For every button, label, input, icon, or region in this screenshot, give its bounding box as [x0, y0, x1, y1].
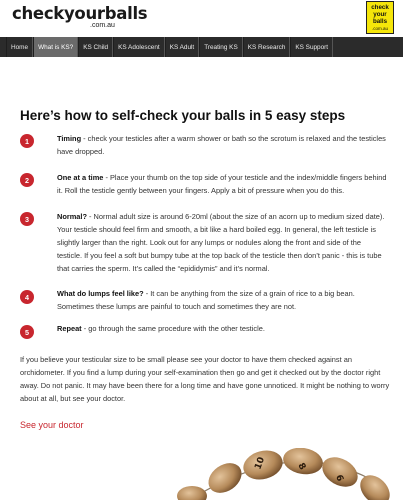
bead-shape	[177, 486, 207, 500]
step-heading: Repeat	[57, 324, 82, 333]
step-5-text	[57, 322, 387, 335]
main-nav	[0, 37, 403, 57]
step-body: - Normal adult size is around 6-20ml (about the size of an acorn up to medium sized date). Your testicle should feel firm and smooth, a bit like a hard boiled egg. In general, the left testicle is slightly larger than the right. Look out for any lumps or nodules along the front and side of the testicle. If you feel a soft but bumpy tube at the top back of the testicle then don’t panic - this is tube that carries the sperm. It’s called the “epididymis” and it’s normal.	[57, 212, 385, 274]
nav-item-ks-adult[interactable]: KS Adult	[165, 37, 200, 57]
step-heading: What do lumps feel like?	[57, 289, 144, 298]
advice-paragraph: If you believe your testicular size to be small please see your doctor to have them checked against an orchidometer. If you find a lump during your self-examination then go and get it checked out by the doctor right away. Do not panic. It may have been there for a long time and have gone unnoticed. It might be nothing to worry about at all, but see your doctor.	[20, 355, 390, 404]
page-title: Here’s how to self-check your balls in 5 easy steps	[20, 108, 346, 123]
nav-item-ks-adolescent[interactable]: KS Adolescent	[113, 37, 165, 57]
badge-line-2: your	[373, 10, 387, 18]
nav-item-what-is-ks[interactable]: What is KS?	[33, 37, 78, 57]
bead-label: 10	[253, 455, 268, 472]
nav-item-treating-ks[interactable]: Treating KS	[199, 37, 243, 57]
step-body: - It can be anything from the size of a grain of rice to a big bean. Sometimes these lumps are painful to touch and sometimes they are not.	[57, 289, 355, 312]
step-4-text	[57, 287, 387, 313]
logo-badge-icon[interactable]	[366, 1, 394, 34]
step-number-badge: 1	[20, 134, 34, 148]
step-heading: One at a time	[57, 173, 104, 182]
step-3-text	[57, 210, 387, 275]
see-your-doctor-link[interactable]: See your doctor	[20, 420, 84, 430]
step-1-text	[57, 132, 387, 158]
step-body: - Place your thumb on the top side of your testicle and the index/middle fingers behind it. Roll the testicle gently between your fingers. Apply a bit of pressure when you do this.	[57, 173, 387, 196]
site-logo-domain: .com.au	[90, 22, 115, 29]
site-logo-text[interactable]: checkyourballs	[12, 4, 148, 23]
badge-line-3: balls	[372, 17, 388, 25]
bead-shape	[203, 457, 247, 499]
step-number-badge: 5	[20, 325, 34, 339]
site-header	[0, 0, 403, 37]
nav-item-ks-child[interactable]: KS Child	[78, 37, 113, 57]
bead-label: 6	[333, 473, 345, 483]
step-heading: Normal?	[57, 212, 87, 221]
step-number-badge: 4	[20, 290, 34, 304]
step-2-text	[57, 171, 387, 197]
nav-item-home[interactable]: Home	[6, 37, 33, 57]
step-number-badge: 2	[20, 173, 34, 187]
nav-item-ks-research[interactable]: KS Research	[243, 37, 291, 57]
bead-shape	[317, 451, 363, 493]
bead-label: 8	[295, 461, 308, 472]
orchidometer-image	[170, 448, 403, 500]
step-body: - check your testicles after a warm shower or bath so the scrotum is relaxed and the testicles have dropped.	[57, 134, 386, 157]
badge-line-1: check	[371, 3, 389, 11]
step-number-badge: 3	[20, 212, 34, 226]
step-heading: Timing	[57, 134, 82, 143]
nav-item-ks-support[interactable]: KS Support	[290, 37, 333, 57]
step-body: - go through the same procedure with the other testicle.	[81, 324, 265, 333]
badge-line-4: .com.au	[371, 25, 388, 31]
